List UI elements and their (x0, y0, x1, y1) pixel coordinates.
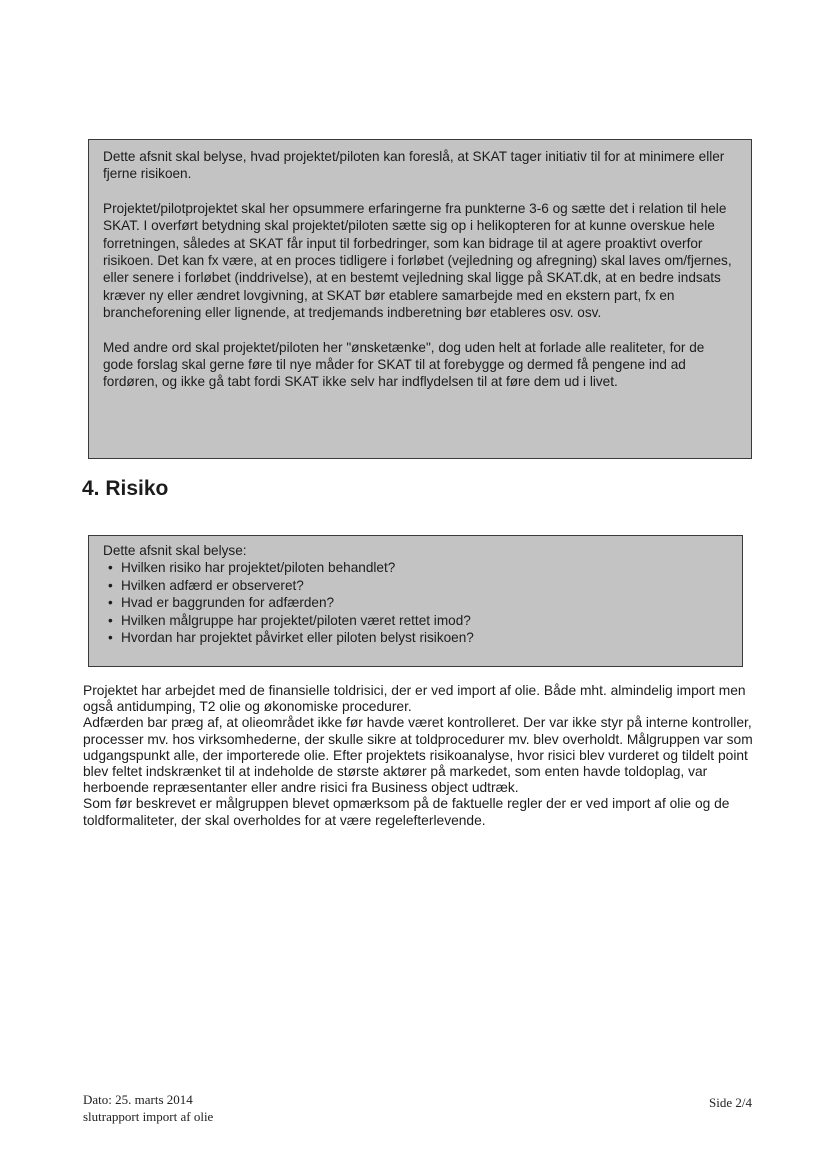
body-text (83, 683, 753, 829)
body-paragraph: Adfærden bar præg af, at olieområdet ikke før havde været kontrolleret. Der var ikke styr på interne kontroller, processer mv. hos virksomhederne, der skulle sikre at toldprocedurer mv. blev overholdt. Målgruppen var som udgangspunkt alle, der importerede olie. Efter projektets risikoanalyse, hvor risici blev vurderet og tildelt point blev feltet indskrænket til at indeholde de største aktører på markedet, som enten havde toldoplag, var herboende repræsentanter eller andre risici fra Business object udtræk. (83, 715, 753, 796)
footer-page-number: Side 2/4 (709, 1095, 752, 1110)
instruction-paragraph: Projektet/pilotprojektet skal her opsummere erfaringerne fra punkterne 3-6 og sætte det i relation til hele SKAT. I overført betydning skal projektet/piloten sætte sig op i helikopteren for at kunne overskue hele forretningen, således at SKAT får input til forbedringer, som kan bidrage til at agere proaktivt overfor risikoen. Det kan fx være, at en proces tidligere i forløbet (vejledning og afregning) skal laves om/fjernes, eller senere i forløbet (inddrivelse), at en bestemt vejledning skal ligge på SKAT.dk, at en bedre indsats kræver ny eller ændret lovgivning, at SKAT bør etablere samarbejde med en ekstern part, fx en brancheforening eller lignende, at tredjemands indberetning bør etableres osv. osv. (103, 200, 732, 321)
instruction-box-proposals (88, 139, 752, 459)
instruction-box-risk (88, 535, 743, 667)
footer-left (83, 1091, 213, 1125)
instruction-intro: Dette afsnit skal belyse: (103, 543, 247, 558)
bullet-item: • Hvilken målgruppe har projektet/piloten været rettet imod? (103, 612, 728, 629)
section-heading: 4. Risiko (82, 477, 169, 500)
footer-document-name: slutrapport import af olie (83, 1109, 214, 1124)
footer-date: Dato: 25. marts 2014 (83, 1092, 193, 1107)
bullet-item: • Hvilken risiko har projektet/piloten behandlet? (103, 559, 728, 576)
bullet-item: • Hvordan har projektet påvirket eller piloten belyst risikoen? (103, 629, 728, 646)
instruction-paragraph: Med andre ord skal projektet/piloten her "ønsketænke", dog uden helt at forlade alle realiteter, for de gode forslag skal gerne føre til nye måder for SKAT til at forebygge og dermed få pengene ind ad fordøren, og ikke gå tabt fordi SKAT ikke selv har indflydelsen til at føre dem ud i livet. (103, 339, 705, 390)
body-paragraph: Projektet har arbejdet med de finansielle toldrisici, der er ved import af olie. Både mht. almindelig import men også antidumping, T2 olie og økonomiske procedurer. (83, 683, 746, 715)
instruction-paragraph: Dette afsnit skal belyse, hvad projektet/piloten kan foreslå, at SKAT tager initiativ til for at minimere eller fjerne risikoen. (103, 149, 725, 182)
body-paragraph: Som før beskrevet er målgruppen blevet opmærksom på de faktuelle regler der er ved import af olie og de toldformaliteter, der skal overholdes for at være regelefterlevende. (83, 796, 730, 828)
bullet-item: • Hvad er baggrunden for adfærden? (103, 594, 728, 611)
instruction-bullet-list (103, 559, 728, 646)
bullet-item: • Hvilken adfærd er observeret? (103, 577, 728, 594)
